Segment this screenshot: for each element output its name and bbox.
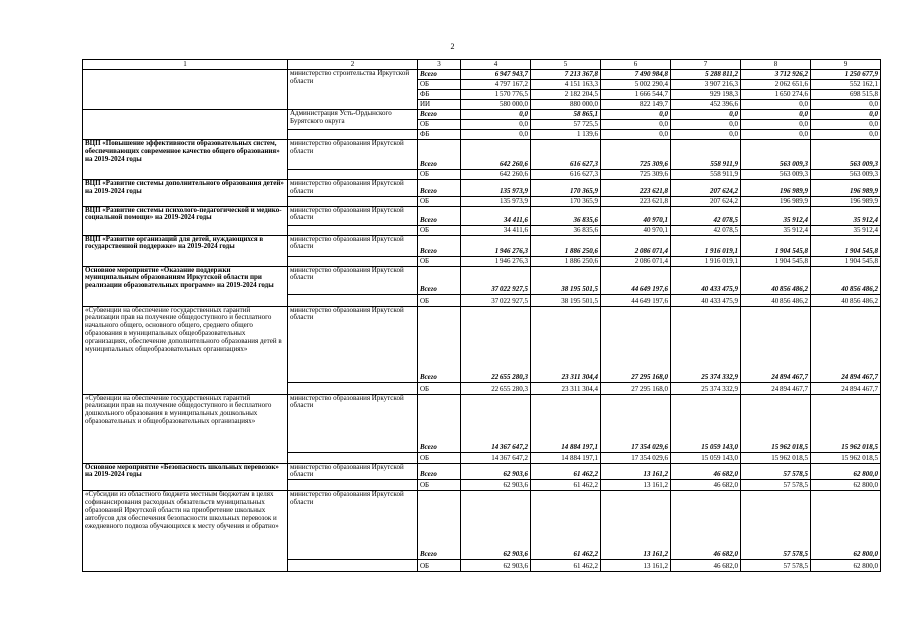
value-cell: 27 295 168,0: [601, 306, 671, 382]
value-cell: 2 086 071,4: [601, 235, 671, 256]
value-cell: 37 022 927,5: [461, 266, 531, 294]
table-row: [83, 491, 881, 560]
value-cell: 62 800,0: [811, 560, 881, 572]
value-cell: 0,0: [811, 130, 881, 140]
row-name-cell: ВЦП «Повышение эффективности образовательных систем, обеспечивающих современное качество общего образования» на 2019-2024 годы: [83, 140, 288, 180]
value-cell: 0,0: [811, 100, 881, 110]
value-cell: 44 649 197,6: [601, 294, 671, 306]
value-cell: 698 515,8: [811, 90, 881, 100]
value-cell: 57 578,5: [741, 491, 811, 560]
value-cell: 40 433 475,9: [671, 294, 741, 306]
source-cell: Всего: [418, 306, 461, 382]
row-name-cell: «Субвенции на обеспечение государственных гарантий реализации прав на получение общедоступного и бесплатного дошкольного образования в муниципальных дошкольных образовательных и общеобразовательных организациях»: [83, 394, 288, 463]
value-cell: 616 627,3: [531, 140, 601, 170]
value-cell: 563 009,3: [811, 170, 881, 180]
header-cell: 1: [83, 60, 288, 70]
responsible-empty-cell: [288, 225, 418, 235]
value-cell: 7 213 367,8: [531, 70, 601, 80]
value-cell: 0,0: [811, 110, 881, 120]
value-cell: 929 198,3: [671, 90, 741, 100]
responsible-empty-cell: [288, 196, 418, 206]
value-cell: 23 311 304,4: [531, 306, 601, 382]
value-cell: 13 161,2: [601, 480, 671, 491]
value-cell: 0,0: [811, 120, 881, 130]
value-cell: 0,0: [741, 100, 811, 110]
row-name-cell: Основное мероприятие «Оказание поддержки муниципальным образованиям Иркутской области при реализации образовательных программ» на 2019-2024 годы: [83, 266, 288, 306]
page-number: 2: [450, 42, 455, 51]
table-row: [83, 306, 881, 382]
value-cell: 38 195 501,5: [531, 294, 601, 306]
header-cell: 6: [601, 60, 671, 70]
value-cell: 15 059 143,0: [671, 452, 741, 463]
source-cell: ОБ: [418, 196, 461, 206]
header-cell: 5: [531, 60, 601, 70]
value-cell: 0,0: [671, 130, 741, 140]
value-cell: 57 578,5: [741, 463, 811, 480]
value-cell: 61 462,2: [531, 480, 601, 491]
value-cell: 46 682,0: [671, 480, 741, 491]
row-name-cell: «Субсидии из областного бюджета местным бюджетам в целях софинансирования расходных обязательств муниципальных образований Иркутской области на приобретение школьных автобусов для обеспечения безопасности школьных перевозок и ежедневного подвоза обучающихся к месту обучения и обратно»: [83, 491, 288, 572]
table-row: [83, 235, 881, 256]
table-row: [83, 110, 881, 120]
value-cell: 2 086 071,4: [601, 256, 671, 266]
value-cell: 0,0: [741, 130, 811, 140]
value-cell: 36 835,6: [531, 206, 601, 225]
responsible-cell: министерство образования Иркутской области: [288, 266, 418, 294]
responsible-cell: министерство образования Иркутской области: [288, 206, 418, 225]
value-cell: 7 490 984,8: [601, 70, 671, 80]
row-name-cell: [83, 110, 288, 140]
value-cell: 5 002 290,4: [601, 80, 671, 90]
value-cell: 170 365,9: [531, 196, 601, 206]
source-cell: ОБ: [418, 452, 461, 463]
source-cell: ОБ: [418, 382, 461, 394]
responsible-empty-cell: [288, 452, 418, 463]
value-cell: 36 835,6: [531, 225, 601, 235]
value-cell: 14 884 197,1: [531, 452, 601, 463]
source-cell: ФБ: [418, 130, 461, 140]
value-cell: 46 682,0: [671, 463, 741, 480]
value-cell: 1 886 250,6: [531, 256, 601, 266]
value-cell: 1 250 677,9: [811, 70, 881, 80]
responsible-cell: министерство строительства Иркутской области: [288, 70, 418, 110]
value-cell: 35 912,4: [741, 225, 811, 235]
source-cell: ОБ: [418, 80, 461, 90]
header-cell: 4: [461, 60, 531, 70]
value-cell: 40 433 475,9: [671, 266, 741, 294]
value-cell: 62 903,6: [461, 463, 531, 480]
value-cell: 1 904 545,8: [811, 235, 881, 256]
value-cell: 196 989,9: [811, 180, 881, 197]
value-cell: 3 712 926,2: [741, 70, 811, 80]
value-cell: 5 288 811,2: [671, 70, 741, 80]
value-cell: 62 903,6: [461, 480, 531, 491]
value-cell: 40 856 486,2: [811, 266, 881, 294]
responsible-empty-cell: [288, 256, 418, 266]
value-cell: 61 462,2: [531, 491, 601, 560]
header-row: [83, 60, 881, 70]
value-cell: 62 800,0: [811, 491, 881, 560]
value-cell: 15 962 018,5: [741, 452, 811, 463]
value-cell: 35 912,4: [741, 206, 811, 225]
responsible-cell: министерство образования Иркутской области: [288, 394, 418, 452]
value-cell: 44 649 197,6: [601, 266, 671, 294]
value-cell: 22 655 280,3: [461, 306, 531, 382]
budget-table: [82, 59, 881, 572]
responsible-cell: министерство образования Иркутской области: [288, 180, 418, 197]
value-cell: 725 309,6: [601, 140, 671, 170]
value-cell: 25 374 332,9: [671, 382, 741, 394]
value-cell: 725 309,6: [601, 170, 671, 180]
value-cell: 24 894 467,7: [811, 382, 881, 394]
value-cell: 40 970,1: [601, 206, 671, 225]
value-cell: 0,0: [601, 120, 671, 130]
value-cell: 57 578,5: [741, 560, 811, 572]
value-cell: 616 627,3: [531, 170, 601, 180]
table-row: [83, 206, 881, 225]
value-cell: 1 916 019,1: [671, 235, 741, 256]
value-cell: 62 903,6: [461, 560, 531, 572]
value-cell: 558 911,9: [671, 140, 741, 170]
source-cell: Всего: [418, 463, 461, 480]
row-name-cell: Основное мероприятие «Безопасность школьных перевозок» на 2019-2024 годы: [83, 463, 288, 491]
value-cell: 1 666 544,7: [601, 90, 671, 100]
value-cell: 2 182 204,5: [531, 90, 601, 100]
responsible-empty-cell: [288, 560, 418, 572]
value-cell: 1 886 250,6: [531, 235, 601, 256]
responsible-cell: министерство образования Иркутской области: [288, 491, 418, 560]
value-cell: 23 311 304,4: [531, 382, 601, 394]
value-cell: 61 462,2: [531, 560, 601, 572]
responsible-cell: министерство образования Иркутской области: [288, 235, 418, 256]
row-name-cell: «Субвенции на обеспечение государственных гарантий реализации прав на получение общедоступного и бесплатного начального общего, основного общего, среднего общего образования в муниципальных общеобразовательных организациях, обеспечение дополнительного образования детей в муниципальных общеобразовательных организациях»: [83, 306, 288, 394]
value-cell: 1 946 276,3: [461, 235, 531, 256]
value-cell: 40 970,1: [601, 225, 671, 235]
value-cell: 452 396,6: [671, 100, 741, 110]
value-cell: 196 989,9: [811, 196, 881, 206]
value-cell: 642 260,6: [461, 170, 531, 180]
value-cell: 0,0: [601, 130, 671, 140]
value-cell: 40 856 486,2: [811, 294, 881, 306]
value-cell: 0,0: [671, 110, 741, 120]
source-cell: Всего: [418, 110, 461, 120]
source-cell: Всего: [418, 266, 461, 294]
source-cell: Всего: [418, 394, 461, 452]
responsible-empty-cell: [288, 480, 418, 491]
responsible-empty-cell: [288, 130, 418, 140]
value-cell: 563 009,3: [741, 170, 811, 180]
value-cell: 1 650 274,6: [741, 90, 811, 100]
value-cell: 558 911,9: [671, 170, 741, 180]
value-cell: 0,0: [461, 130, 531, 140]
value-cell: 40 856 486,2: [741, 266, 811, 294]
row-name-cell: ВЦП «Развитие системы психолого-педагогической и медико-социальной помощи» на 2019-2024 годы: [83, 206, 288, 235]
header-cell: 3: [418, 60, 461, 70]
value-cell: 14 367 647,2: [461, 394, 531, 452]
value-cell: 13 161,2: [601, 463, 671, 480]
value-cell: 35 912,4: [811, 225, 881, 235]
value-cell: 0,0: [461, 120, 531, 130]
value-cell: 1 916 019,1: [671, 256, 741, 266]
value-cell: 15 962 018,5: [811, 394, 881, 452]
value-cell: 15 059 143,0: [671, 394, 741, 452]
responsible-cell: министерство образования Иркутской области: [288, 140, 418, 170]
value-cell: 6 947 943,7: [461, 70, 531, 80]
value-cell: 34 411,6: [461, 206, 531, 225]
value-cell: 15 962 018,5: [741, 394, 811, 452]
source-cell: Всего: [418, 235, 461, 256]
value-cell: 563 009,3: [741, 140, 811, 170]
source-cell: ОБ: [418, 480, 461, 491]
value-cell: 580 000,0: [461, 100, 531, 110]
source-cell: Всего: [418, 491, 461, 560]
value-cell: 0,0: [741, 120, 811, 130]
value-cell: 42 078,5: [671, 206, 741, 225]
value-cell: 35 912,4: [811, 206, 881, 225]
value-cell: 62 903,6: [461, 491, 531, 560]
source-cell: Всего: [418, 140, 461, 170]
table-row: [83, 266, 881, 294]
value-cell: 1 570 776,5: [461, 90, 531, 100]
value-cell: 14 367 647,2: [461, 452, 531, 463]
value-cell: 642 260,6: [461, 140, 531, 170]
table-row: [83, 140, 881, 170]
source-cell: ОБ: [418, 256, 461, 266]
value-cell: 170 365,9: [531, 180, 601, 197]
value-cell: 27 295 168,0: [601, 382, 671, 394]
row-name-cell: [83, 70, 288, 110]
value-cell: 0,0: [671, 120, 741, 130]
value-cell: 196 989,9: [741, 180, 811, 197]
value-cell: 22 655 280,3: [461, 382, 531, 394]
header-cell: 7: [671, 60, 741, 70]
value-cell: 46 682,0: [671, 491, 741, 560]
value-cell: 563 009,3: [811, 140, 881, 170]
responsible-empty-cell: [288, 382, 418, 394]
table-row: [83, 180, 881, 197]
value-cell: 1 946 276,3: [461, 256, 531, 266]
value-cell: 4 151 163,3: [531, 80, 601, 90]
value-cell: 223 621,8: [601, 196, 671, 206]
value-cell: 14 884 197,1: [531, 394, 601, 452]
responsible-cell: Администрация Усть-Ордынского Бурятского округа: [288, 110, 418, 130]
source-cell: ОБ: [418, 560, 461, 572]
value-cell: 46 682,0: [671, 560, 741, 572]
source-cell: Всего: [418, 180, 461, 197]
source-cell: ОБ: [418, 294, 461, 306]
value-cell: 25 374 332,9: [671, 306, 741, 382]
value-cell: 0,0: [741, 110, 811, 120]
value-cell: 58 865,1: [531, 110, 601, 120]
value-cell: 822 149,7: [601, 100, 671, 110]
value-cell: 0,0: [601, 110, 671, 120]
value-cell: 135 973,9: [461, 180, 531, 197]
value-cell: 1 904 545,8: [811, 256, 881, 266]
header-cell: 9: [811, 60, 881, 70]
value-cell: 40 856 486,2: [741, 294, 811, 306]
header-cell: 2: [288, 60, 418, 70]
row-name-cell: ВЦП «Развитие организаций для детей, нуждающихся в государственной поддержке» на 2019-2024 годы: [83, 235, 288, 266]
source-cell: ОБ: [418, 120, 461, 130]
value-cell: 207 624,2: [671, 196, 741, 206]
value-cell: 42 078,5: [671, 225, 741, 235]
responsible-cell: министерство образования Иркутской области: [288, 463, 418, 480]
value-cell: 37 022 927,5: [461, 294, 531, 306]
value-cell: 15 962 018,5: [811, 452, 881, 463]
value-cell: 4 797 167,2: [461, 80, 531, 90]
value-cell: 223 621,8: [601, 180, 671, 197]
value-cell: 38 195 501,5: [531, 266, 601, 294]
value-cell: 34 411,6: [461, 225, 531, 235]
value-cell: 62 800,0: [811, 463, 881, 480]
source-cell: Всего: [418, 70, 461, 80]
value-cell: 207 624,2: [671, 180, 741, 197]
value-cell: 24 894 467,7: [741, 306, 811, 382]
value-cell: 17 354 029,6: [601, 394, 671, 452]
value-cell: 880 000,0: [531, 100, 601, 110]
table-row: [83, 463, 881, 480]
row-name-cell: ВЦП «Развитие системы дополнительного образования детей» на 2019-2024 годы: [83, 180, 288, 207]
value-cell: 57 725,5: [531, 120, 601, 130]
header-cell: 8: [741, 60, 811, 70]
value-cell: 2 062 651,6: [741, 80, 811, 90]
value-cell: 13 161,2: [601, 560, 671, 572]
value-cell: 57 578,5: [741, 480, 811, 491]
value-cell: 13 161,2: [601, 491, 671, 560]
value-cell: 1 904 545,8: [741, 256, 811, 266]
value-cell: 24 894 467,7: [811, 306, 881, 382]
table-row: [83, 394, 881, 452]
value-cell: 62 800,0: [811, 480, 881, 491]
responsible-empty-cell: [288, 294, 418, 306]
responsible-empty-cell: [288, 170, 418, 180]
value-cell: 1 139,6: [531, 130, 601, 140]
responsible-cell: министерство образования Иркутской области: [288, 306, 418, 382]
value-cell: 61 462,2: [531, 463, 601, 480]
table-row: [83, 70, 881, 80]
value-cell: 17 354 029,6: [601, 452, 671, 463]
value-cell: 1 904 545,8: [741, 235, 811, 256]
value-cell: 0,0: [461, 110, 531, 120]
source-cell: Всего: [418, 206, 461, 225]
value-cell: 135 973,9: [461, 196, 531, 206]
value-cell: 552 162,1: [811, 80, 881, 90]
source-cell: ФБ: [418, 90, 461, 100]
value-cell: 24 894 467,7: [741, 382, 811, 394]
source-cell: ОБ: [418, 225, 461, 235]
source-cell: ИИ: [418, 100, 461, 110]
value-cell: 196 989,9: [741, 196, 811, 206]
value-cell: 3 907 216,3: [671, 80, 741, 90]
source-cell: ОБ: [418, 170, 461, 180]
